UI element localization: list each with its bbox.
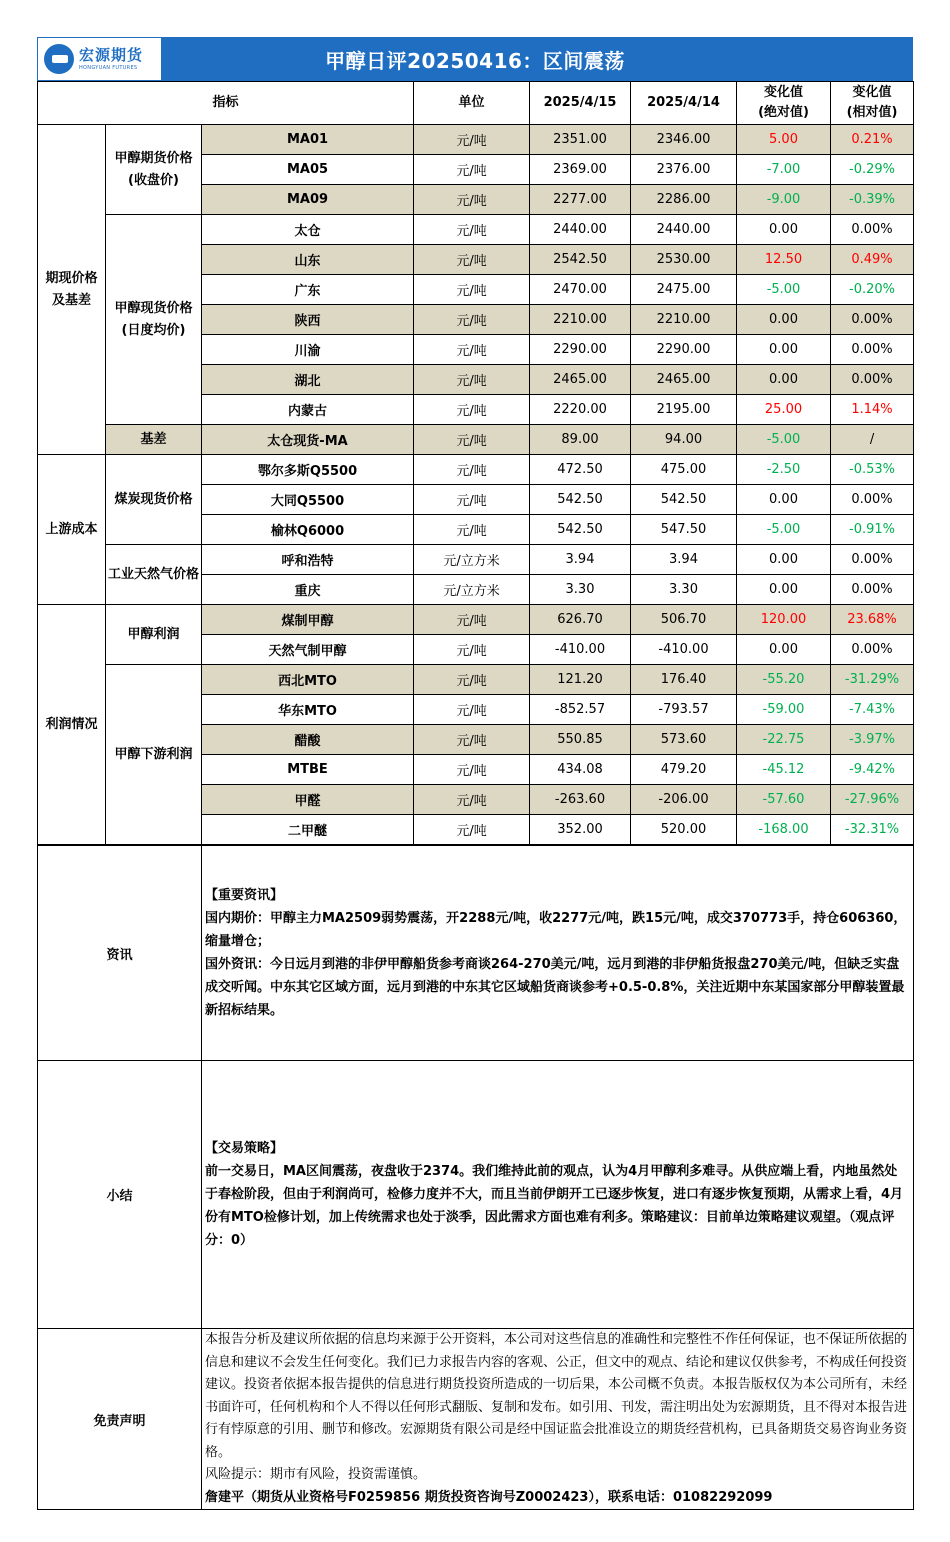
change-rel-cell: 0.00% xyxy=(831,545,914,575)
header-unit: 单位 xyxy=(414,82,530,125)
indicator-cell: 鄂尔多斯Q5500 xyxy=(202,455,414,485)
indicator-cell: 煤制甲醇 xyxy=(202,605,414,635)
unit-cell: 元/吨 xyxy=(414,425,530,455)
value-date2-cell: 2530.00 xyxy=(631,245,737,275)
indicator-cell: MA01 xyxy=(202,125,414,155)
summary-text: 前一交易日，MA区间震荡，夜盘收于2374。我们维持此前的观点，认为4月甲醇利多难寻。从供应端上看，内地虽然处于春检阶段，但由于利润尚可，检修力度并不大，而且当前伊朗开工已逐步恢复，进口有逐步恢复预期，从需求上看，4月份有MTO检修计划，加上传统需求也处于淡季，因此需求方面也难有利多。策略建议：目前单边策略建议观望。（观点评分：0） xyxy=(205,1164,904,1248)
indicator-cell: 甲醛 xyxy=(202,785,414,815)
change-rel-cell: 0.00% xyxy=(831,215,914,245)
indicator-cell: 呼和浩特 xyxy=(202,545,414,575)
change-rel-cell: -27.96% xyxy=(831,785,914,815)
indicator-cell: 榆林Q6000 xyxy=(202,515,414,545)
unit-cell: 元/吨 xyxy=(414,725,530,755)
unit-cell: 元/吨 xyxy=(414,215,530,245)
logo-emblem-icon xyxy=(44,44,74,74)
subcategory-downstream-profit: 甲醇下游利润 xyxy=(106,665,202,845)
value-date1-cell: 2220.00 xyxy=(530,395,631,425)
change-rel-cell: -31.29% xyxy=(831,665,914,695)
logo-name-cn: 宏源期货 xyxy=(79,45,144,64)
change-rel-cell: 0.00% xyxy=(831,305,914,335)
change-rel-cell: -0.20% xyxy=(831,275,914,305)
subcategory-basis: 基差 xyxy=(106,425,202,455)
value-date1-cell: 352.00 xyxy=(530,815,631,845)
title-bar xyxy=(37,37,913,81)
change-rel-cell: -9.42% xyxy=(831,755,914,785)
change-rel-cell: / xyxy=(831,425,914,455)
unit-cell: 元/吨 xyxy=(414,245,530,275)
news-domestic: 国内期价：甲醇主力MA2509弱势震荡，开2288元/吨，收2277元/吨，跌15元/吨，成交370773手，持仓606360，缩量增仓； xyxy=(205,911,907,949)
value-date1-cell: 626.70 xyxy=(530,605,631,635)
table-row xyxy=(38,455,914,485)
value-date1-cell: -852.57 xyxy=(530,695,631,725)
summary-content xyxy=(202,1061,914,1329)
value-date2-cell: 2346.00 xyxy=(631,125,737,155)
unit-cell: 元/吨 xyxy=(414,755,530,785)
notes-table xyxy=(37,845,914,1510)
unit-cell: 元/吨 xyxy=(414,515,530,545)
change-abs-cell: 0.00 xyxy=(737,545,831,575)
subcategory-coal: 煤炭现货价格 xyxy=(106,455,202,545)
unit-cell: 元/吨 xyxy=(414,455,530,485)
indicator-cell: 华东MTO xyxy=(202,695,414,725)
unit-cell: 元/立方米 xyxy=(414,575,530,605)
header-date1: 2025/4/15 xyxy=(530,82,631,125)
subcategory-futures: 甲醇期货价格 (收盘价) xyxy=(106,125,202,215)
unit-cell: 元/吨 xyxy=(414,665,530,695)
value-date2-cell: 479.20 xyxy=(631,755,737,785)
unit-cell: 元/吨 xyxy=(414,815,530,845)
risk-warning: 风险提示：期市有风险，投资需谨慎。 xyxy=(205,1467,427,1482)
value-date2-cell: 3.30 xyxy=(631,575,737,605)
value-date2-cell: 547.50 xyxy=(631,515,737,545)
value-date2-cell: 2290.00 xyxy=(631,335,737,365)
value-date1-cell: -263.60 xyxy=(530,785,631,815)
change-rel-cell: 1.14% xyxy=(831,395,914,425)
value-date1-cell: 2290.00 xyxy=(530,335,631,365)
change-abs-cell: -5.00 xyxy=(737,425,831,455)
header-change-rel: 变化值 (相对值) xyxy=(831,82,914,125)
disclaimer-text: 本报告分析及建议所依据的信息均来源于公开资料，本公司对这些信息的准确性和完整性不作任何保证，也不保证所依据的信息和建议不会发生任何变化。我们已力求报告内容的客观、公正，但文中的观点、结论和建议仅供参考，不构成任何投资建议。投资者依据本报告提供的信息进行期货投资所造成的一切后果，本公司概不负责。本报告版权仅为本公司所有，未经书面许可，任何机构和个人不得以任何形式翻版、复制和发布。如引用、刊发，需注明出处为宏源期货，且不得对本报告进行有悖原意的引用、删节和修改。宏源期货有限公司是经中国证监会批准设立的期货经营机构，已具备期货交易咨询业务资格。 xyxy=(205,1332,908,1460)
subcategory-gas: 工业天然气价格 xyxy=(106,545,202,605)
change-rel-cell: -32.31% xyxy=(831,815,914,845)
value-date2-cell: -206.00 xyxy=(631,785,737,815)
value-date2-cell: -410.00 xyxy=(631,635,737,665)
analyst-info: 詹建平（期货从业资格号F0259856 期货投资咨询号Z0002423），联系电话：01082292099 xyxy=(205,1489,773,1505)
value-date2-cell: 94.00 xyxy=(631,425,737,455)
change-abs-cell: 0.00 xyxy=(737,335,831,365)
indicator-cell: 大同Q5500 xyxy=(202,485,414,515)
change-rel-cell: -0.39% xyxy=(831,185,914,215)
report-title: 甲醇日评20250416：区间震荡 xyxy=(325,48,625,73)
change-rel-cell: -0.29% xyxy=(831,155,914,185)
unit-cell: 元/吨 xyxy=(414,305,530,335)
header-date2: 2025/4/14 xyxy=(631,82,737,125)
change-rel-cell: 0.21% xyxy=(831,125,914,155)
change-abs-cell: 0.00 xyxy=(737,575,831,605)
value-date2-cell: 2475.00 xyxy=(631,275,737,305)
change-abs-cell: 12.50 xyxy=(737,245,831,275)
change-abs-cell: -5.00 xyxy=(737,275,831,305)
table-row xyxy=(38,425,914,455)
change-abs-cell: -9.00 xyxy=(737,185,831,215)
change-abs-cell: -5.00 xyxy=(737,515,831,545)
value-date1-cell: 472.50 xyxy=(530,455,631,485)
table-row xyxy=(38,545,914,575)
change-abs-cell: 0.00 xyxy=(737,215,831,245)
indicator-cell: MTBE xyxy=(202,755,414,785)
value-date1-cell: 434.08 xyxy=(530,755,631,785)
value-date1-cell: 542.50 xyxy=(530,485,631,515)
company-logo xyxy=(38,38,161,80)
value-date1-cell: 2470.00 xyxy=(530,275,631,305)
table-header-row xyxy=(38,82,914,125)
value-date2-cell: 176.40 xyxy=(631,665,737,695)
news-heading: 【重要资讯】 xyxy=(205,888,284,903)
value-date1-cell: 2351.00 xyxy=(530,125,631,155)
subcategory-methanol-profit: 甲醇利润 xyxy=(106,605,202,665)
unit-cell: 元/立方米 xyxy=(414,545,530,575)
value-date2-cell: 2286.00 xyxy=(631,185,737,215)
value-date1-cell: 2465.00 xyxy=(530,365,631,395)
value-date2-cell: -793.57 xyxy=(631,695,737,725)
value-date2-cell: 520.00 xyxy=(631,815,737,845)
change-rel-cell: -7.43% xyxy=(831,695,914,725)
change-rel-cell: -3.97% xyxy=(831,725,914,755)
price-table xyxy=(37,81,914,845)
change-abs-cell: -57.60 xyxy=(737,785,831,815)
value-date2-cell: 542.50 xyxy=(631,485,737,515)
change-abs-cell: 0.00 xyxy=(737,365,831,395)
unit-cell: 元/吨 xyxy=(414,785,530,815)
change-abs-cell: 25.00 xyxy=(737,395,831,425)
value-date1-cell: 2542.50 xyxy=(530,245,631,275)
subcategory-spot: 甲醇现货价格 (日度均价) xyxy=(106,215,202,425)
unit-cell: 元/吨 xyxy=(414,605,530,635)
indicator-cell: MA09 xyxy=(202,185,414,215)
value-date2-cell: 3.94 xyxy=(631,545,737,575)
value-date1-cell: 89.00 xyxy=(530,425,631,455)
unit-cell: 元/吨 xyxy=(414,635,530,665)
logo-name-en: HONGYUAN FUTURES xyxy=(79,64,138,71)
indicator-cell: MA05 xyxy=(202,155,414,185)
unit-cell: 元/吨 xyxy=(414,335,530,365)
indicator-cell: 广东 xyxy=(202,275,414,305)
value-date1-cell: 3.94 xyxy=(530,545,631,575)
category-spot-basis: 期现价格 及基差 xyxy=(38,125,106,455)
disclaimer-label: 免责声明 xyxy=(38,1329,202,1510)
table-row xyxy=(38,665,914,695)
value-date2-cell: 506.70 xyxy=(631,605,737,635)
indicator-cell: 陕西 xyxy=(202,305,414,335)
change-rel-cell: 23.68% xyxy=(831,605,914,635)
change-abs-cell: -7.00 xyxy=(737,155,831,185)
indicator-cell: 重庆 xyxy=(202,575,414,605)
change-abs-cell: 0.00 xyxy=(737,485,831,515)
change-abs-cell: -45.12 xyxy=(737,755,831,785)
unit-cell: 元/吨 xyxy=(414,695,530,725)
indicator-cell: 西北MTO xyxy=(202,665,414,695)
value-date1-cell: 2440.00 xyxy=(530,215,631,245)
change-abs-cell: -168.00 xyxy=(737,815,831,845)
value-date1-cell: 121.20 xyxy=(530,665,631,695)
value-date1-cell: 542.50 xyxy=(530,515,631,545)
change-rel-cell: 0.00% xyxy=(831,365,914,395)
category-profit: 利润情况 xyxy=(38,605,106,845)
report-sheet xyxy=(37,37,913,1510)
value-date2-cell: 2376.00 xyxy=(631,155,737,185)
news-content xyxy=(202,846,914,1061)
table-row xyxy=(38,215,914,245)
change-rel-cell: 0.49% xyxy=(831,245,914,275)
indicator-cell: 山东 xyxy=(202,245,414,275)
change-abs-cell: -59.00 xyxy=(737,695,831,725)
category-upstream: 上游成本 xyxy=(38,455,106,605)
table-row xyxy=(38,125,914,155)
header-change-abs: 变化值 (绝对值) xyxy=(737,82,831,125)
value-date2-cell: 2465.00 xyxy=(631,365,737,395)
change-abs-cell: 0.00 xyxy=(737,305,831,335)
value-date1-cell: 550.85 xyxy=(530,725,631,755)
value-date1-cell: 2210.00 xyxy=(530,305,631,335)
indicator-cell: 太仓 xyxy=(202,215,414,245)
unit-cell: 元/吨 xyxy=(414,155,530,185)
indicator-cell: 太仓现货-MA xyxy=(202,425,414,455)
value-date2-cell: 475.00 xyxy=(631,455,737,485)
change-abs-cell: -22.75 xyxy=(737,725,831,755)
indicator-cell: 内蒙古 xyxy=(202,395,414,425)
change-abs-cell: 120.00 xyxy=(737,605,831,635)
value-date1-cell: 2369.00 xyxy=(530,155,631,185)
unit-cell: 元/吨 xyxy=(414,125,530,155)
change-rel-cell: 0.00% xyxy=(831,635,914,665)
unit-cell: 元/吨 xyxy=(414,365,530,395)
change-abs-cell: -55.20 xyxy=(737,665,831,695)
change-rel-cell: -0.53% xyxy=(831,455,914,485)
indicator-cell: 川渝 xyxy=(202,335,414,365)
indicator-cell: 天然气制甲醇 xyxy=(202,635,414,665)
indicator-cell: 湖北 xyxy=(202,365,414,395)
header-indicator: 指标 xyxy=(38,82,414,125)
summary-section xyxy=(38,1061,914,1329)
news-label: 资讯 xyxy=(38,846,202,1061)
unit-cell: 元/吨 xyxy=(414,395,530,425)
disclaimer-section xyxy=(38,1329,914,1510)
disclaimer-content xyxy=(202,1329,914,1510)
change-abs-cell: -2.50 xyxy=(737,455,831,485)
change-abs-cell: 5.00 xyxy=(737,125,831,155)
value-date1-cell: 3.30 xyxy=(530,575,631,605)
value-date2-cell: 2210.00 xyxy=(631,305,737,335)
change-abs-cell: 0.00 xyxy=(737,635,831,665)
change-rel-cell: 0.00% xyxy=(831,335,914,365)
unit-cell: 元/吨 xyxy=(414,185,530,215)
summary-label: 小结 xyxy=(38,1061,202,1329)
indicator-cell: 二甲醚 xyxy=(202,815,414,845)
news-section xyxy=(38,846,914,1061)
indicator-cell: 醋酸 xyxy=(202,725,414,755)
value-date1-cell: -410.00 xyxy=(530,635,631,665)
value-date2-cell: 2440.00 xyxy=(631,215,737,245)
value-date1-cell: 2277.00 xyxy=(530,185,631,215)
change-rel-cell: -0.91% xyxy=(831,515,914,545)
value-date2-cell: 573.60 xyxy=(631,725,737,755)
unit-cell: 元/吨 xyxy=(414,275,530,305)
change-rel-cell: 0.00% xyxy=(831,485,914,515)
unit-cell: 元/吨 xyxy=(414,485,530,515)
table-row xyxy=(38,605,914,635)
value-date2-cell: 2195.00 xyxy=(631,395,737,425)
summary-heading: 【交易策略】 xyxy=(205,1141,284,1156)
news-foreign: 国外资讯：今日远月到港的非伊甲醇船货参考商谈264-270美元/吨，远月到港的非伊船货报盘270美元/吨，但缺乏实盘成交听闻。中东其它区域方面，远月到港的中东其它区域船货商谈参考+0.5-0.8%，关注近期中东某国家部分甲醇装置最新招标结果。 xyxy=(205,957,905,1018)
change-rel-cell: 0.00% xyxy=(831,575,914,605)
